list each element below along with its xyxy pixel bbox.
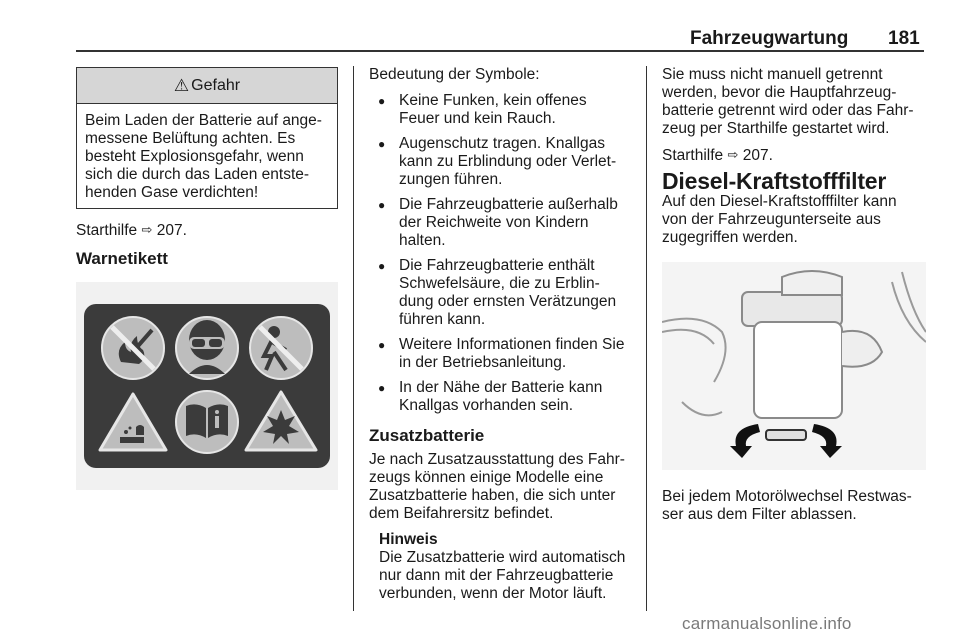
warning-line: besteht Explosionsgefahr, wenn — [85, 148, 304, 165]
watermark: carmanualsonline.info — [682, 614, 852, 633]
list-item-line: dung oder ernsten Verätzungen — [399, 293, 617, 310]
right-bottom-text — [662, 488, 927, 524]
warning-line: henden Gase verdichten! — [85, 184, 259, 201]
keep-away-from-children-icon — [250, 317, 312, 379]
reference-arrow-icon: ⇨ — [141, 222, 153, 237]
no-fire-icon — [102, 317, 164, 379]
warning-triangle-icon: ⚠ — [173, 75, 190, 95]
warning-box-title: Gefahr — [191, 76, 241, 94]
warning-line: sich die durch das Laden entste- — [85, 166, 310, 183]
column-divider-left — [353, 66, 354, 611]
list-item-line: ● Weitere Informationen finden Sie — [399, 336, 625, 353]
list-item-line: kann zu Erblindung oder Verlet- — [399, 153, 617, 170]
starthilfe-page-link[interactable]: 207. — [742, 147, 773, 164]
list-item — [369, 336, 639, 372]
warning-box-header — [77, 68, 337, 104]
list-item — [369, 135, 639, 189]
column-divider-right — [646, 66, 647, 611]
warnetikett-heading: Warnetikett — [76, 249, 168, 268]
page-header-title: Fahrzeugwartung — [690, 28, 849, 49]
starthilfe-reference-left — [76, 222, 187, 240]
list-item-line: ● In der Nähe der Batterie kann — [399, 379, 603, 396]
list-item — [369, 196, 639, 250]
list-item-line: der Reichweite von Kindern — [399, 214, 589, 231]
list-item-line: führen kann. — [399, 311, 486, 328]
hinweis-title: Hinweis — [379, 531, 438, 548]
list-item-line: in der Betriebsanleitung. — [399, 354, 567, 371]
paragraph-line: Auf den Diesel-Kraftstofffilter kann — [662, 193, 897, 210]
list-item-line: ● Die Fahrzeugbatterie außerhalb — [399, 196, 618, 213]
starthilfe-page-link[interactable]: 207. — [156, 222, 187, 239]
symbol-meaning-list — [369, 92, 639, 415]
paragraph-line: Je nach Zusatzausstattung des Fahr- — [369, 451, 625, 468]
paragraph-line: ser aus dem Filter ablassen. — [662, 506, 857, 523]
warning-box-body — [77, 104, 337, 210]
list-item-line: Schwefelsäure, die zu Erblin- — [399, 275, 600, 292]
starthilfe-reference-right — [662, 147, 927, 165]
zusatzbatterie-heading: Zusatzbatterie — [369, 426, 485, 445]
hinweis-line: Die Zusatzbatterie wird automatisch — [379, 549, 626, 566]
read-manual-icon — [176, 391, 238, 453]
middle-column — [369, 66, 639, 603]
hinweis-line: verbunden, wenn der Motor läuft. — [379, 585, 607, 602]
list-item-line: ● Augenschutz tragen. Knallgas — [399, 135, 605, 152]
diesel-filter-drawing — [662, 262, 926, 470]
paragraph-line: zeugs können einige Modelle eine — [369, 469, 604, 486]
list-item — [369, 92, 639, 128]
right-column — [662, 66, 927, 247]
paragraph-line: zeug per Starthilfe gestartet wird. — [662, 120, 890, 137]
list-item — [369, 257, 639, 329]
paragraph-line: dem Beifahrersitz befindet. — [369, 505, 554, 522]
list-item-line: zungen führen. — [399, 171, 503, 188]
symbols-intro: Bedeutung der Symbole: — [369, 66, 540, 83]
hinweis-line: nur dann mit der Fahrzeugbatterie — [379, 567, 614, 584]
diesel-filter-heading: Diesel-Kraftstofffilter — [662, 168, 887, 194]
list-item — [369, 379, 639, 415]
battery-warning-label — [76, 282, 338, 490]
warning-label-image — [76, 282, 338, 490]
paragraph-line: batterie getrennt wird oder das Fahr- — [662, 102, 914, 119]
warning-line: Beim Laden der Batterie auf ange- — [85, 112, 322, 129]
paragraph-line: Sie muss nicht manuell getrennt — [662, 66, 883, 83]
reference-arrow-icon: ⇨ — [727, 147, 739, 162]
paragraph-line: Zusatzbatterie haben, die sich unter — [369, 487, 616, 504]
warning-line: messene Belüftung achten. Es — [85, 130, 296, 147]
paragraph-line: von der Fahrzeugunterseite aus — [662, 211, 881, 228]
list-item-line: Feuer und kein Rauch. — [399, 110, 556, 127]
eye-protection-icon — [176, 317, 238, 379]
list-item-line: halten. — [399, 232, 446, 249]
paragraph-line: Bei jedem Motorölwechsel Restwas- — [662, 488, 912, 505]
ref-label: Starthilfe — [76, 222, 138, 239]
danger-warning-box — [76, 67, 338, 209]
ref-label: Starthilfe — [662, 147, 724, 164]
paragraph-line: werden, bevor die Hauptfahrzeug- — [662, 84, 897, 101]
hinweis-note — [369, 531, 639, 603]
list-item-line: Knallgas vorhanden sein. — [399, 397, 574, 414]
diesel-filter-image — [662, 262, 926, 470]
paragraph-line: zugegriffen werden. — [662, 229, 798, 246]
list-item-line: ● Die Fahrzeugbatterie enthält — [399, 257, 595, 274]
page-number: 181 — [888, 28, 920, 49]
header-rule — [76, 50, 924, 52]
list-item-line: ● Keine Funken, kein offenes — [399, 92, 587, 109]
